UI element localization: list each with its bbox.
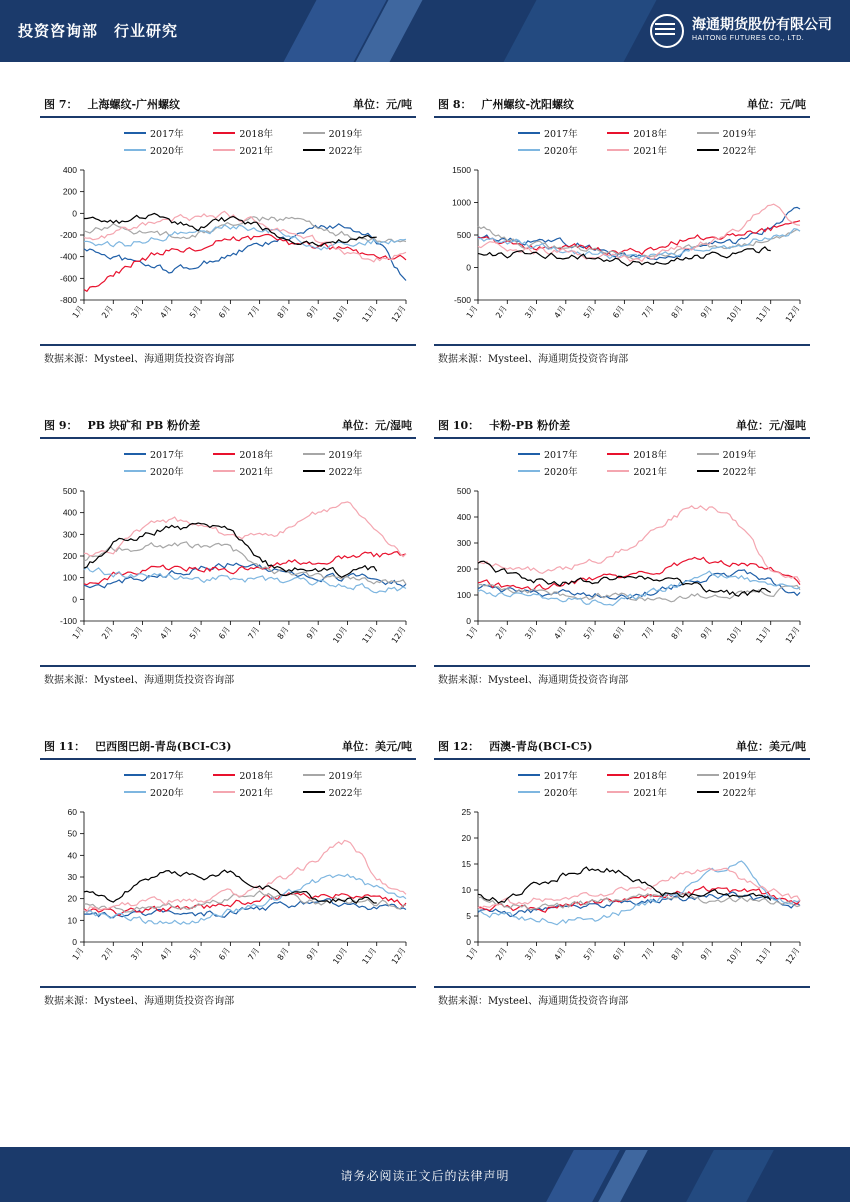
legend-label: 2019年 bbox=[722, 129, 757, 140]
series-line bbox=[84, 502, 406, 557]
svg-text:-800: -800 bbox=[59, 295, 77, 305]
legend-swatch bbox=[518, 774, 540, 777]
chart-canvas bbox=[40, 445, 416, 665]
legend-item bbox=[213, 785, 302, 799]
svg-text:10月: 10月 bbox=[725, 624, 744, 646]
figure-source: 数据来源：Mysteel、海通期货投资咨询部 bbox=[40, 344, 416, 365]
legend-item bbox=[303, 785, 392, 799]
figure-title: 西澳-青岛(BCI-C5) bbox=[489, 740, 593, 753]
svg-text:40: 40 bbox=[67, 850, 77, 861]
chart-canvas bbox=[40, 124, 416, 344]
legend-label: 2021年 bbox=[633, 146, 668, 157]
svg-text:300: 300 bbox=[62, 529, 77, 540]
legend-item bbox=[303, 447, 392, 461]
svg-text:200: 200 bbox=[62, 551, 77, 561]
legend-swatch bbox=[697, 132, 719, 135]
svg-text:8月: 8月 bbox=[275, 624, 291, 641]
legend-swatch bbox=[607, 470, 629, 473]
svg-text:4月: 4月 bbox=[158, 624, 174, 641]
chart-legend bbox=[124, 126, 392, 157]
figure-body bbox=[434, 118, 810, 344]
svg-text:400: 400 bbox=[456, 512, 471, 522]
series-line bbox=[478, 506, 800, 582]
svg-text:500: 500 bbox=[456, 230, 471, 240]
legend-item bbox=[697, 447, 786, 461]
series-line bbox=[478, 861, 800, 925]
legend-swatch bbox=[303, 774, 325, 777]
legend-item bbox=[518, 464, 607, 478]
legend-item bbox=[607, 447, 696, 461]
series-line bbox=[478, 221, 800, 255]
figure-source: 数据来源：Mysteel、海通期货投资咨询部 bbox=[434, 344, 810, 365]
figure-source: 数据来源：Mysteel、海通期货投资咨询部 bbox=[434, 665, 810, 686]
svg-text:2月: 2月 bbox=[100, 945, 115, 962]
legend-label: 2020年 bbox=[544, 788, 578, 799]
legend-item bbox=[697, 464, 786, 478]
series-line bbox=[84, 523, 377, 577]
figure-11 bbox=[40, 738, 416, 1007]
legend-swatch bbox=[518, 791, 540, 794]
figure-header bbox=[40, 417, 416, 439]
legend-swatch bbox=[697, 791, 719, 794]
svg-text:8月: 8月 bbox=[275, 303, 291, 320]
legend-swatch bbox=[303, 149, 325, 152]
svg-text:7月: 7月 bbox=[246, 303, 262, 320]
legend-label: 2021年 bbox=[239, 788, 274, 799]
svg-text:5月: 5月 bbox=[187, 303, 203, 320]
svg-text:4月: 4月 bbox=[158, 303, 174, 320]
legend-label: 2017年 bbox=[150, 129, 184, 140]
chart-legend bbox=[124, 768, 392, 799]
svg-text:2月: 2月 bbox=[494, 624, 509, 641]
figure-unit: 单位：元/湿吨 bbox=[735, 419, 806, 432]
svg-text:20: 20 bbox=[67, 893, 77, 904]
legend-swatch bbox=[213, 453, 235, 456]
figure-number: 图 7： bbox=[44, 98, 78, 111]
legend-item bbox=[124, 768, 213, 782]
figure-title: PB 块矿和 PB 粉价差 bbox=[87, 419, 201, 432]
series-line bbox=[478, 867, 771, 903]
figure-body bbox=[434, 760, 810, 986]
figure-9 bbox=[40, 417, 416, 686]
legend-item bbox=[303, 464, 392, 478]
figure-row bbox=[40, 738, 810, 1007]
svg-text:4月: 4月 bbox=[158, 945, 174, 962]
legend-swatch bbox=[303, 470, 325, 473]
legend-label: 2021年 bbox=[633, 467, 668, 478]
figure-number: 图 10： bbox=[438, 419, 480, 432]
svg-text:0: 0 bbox=[466, 937, 471, 947]
svg-text:500: 500 bbox=[62, 486, 77, 496]
svg-text:-600: -600 bbox=[59, 273, 77, 284]
legend-label: 2017年 bbox=[544, 129, 578, 140]
legend-swatch bbox=[697, 470, 719, 473]
svg-text:200: 200 bbox=[456, 564, 471, 574]
legend-item bbox=[213, 464, 302, 478]
svg-text:12月: 12月 bbox=[389, 303, 408, 325]
svg-text:30: 30 bbox=[67, 872, 77, 882]
svg-text:11月: 11月 bbox=[360, 945, 379, 967]
svg-text:100: 100 bbox=[456, 590, 471, 600]
legend-label: 2018年 bbox=[239, 450, 274, 461]
svg-text:-500: -500 bbox=[453, 295, 471, 305]
legend-label: 2017年 bbox=[150, 450, 184, 461]
svg-text:12月: 12月 bbox=[389, 624, 408, 646]
figure-unit: 单位：美元/吨 bbox=[735, 740, 806, 753]
legend-item bbox=[607, 143, 696, 157]
series-line bbox=[478, 893, 800, 910]
svg-text:7月: 7月 bbox=[246, 945, 262, 962]
svg-text:500: 500 bbox=[456, 486, 471, 496]
svg-text:-400: -400 bbox=[59, 251, 77, 262]
legend-label: 2017年 bbox=[544, 771, 578, 782]
svg-text:4月: 4月 bbox=[552, 303, 568, 320]
figure-title: 广州螺纹-沈阳螺纹 bbox=[481, 98, 575, 111]
svg-text:11月: 11月 bbox=[754, 303, 773, 325]
svg-text:10月: 10月 bbox=[331, 303, 350, 325]
figure-header bbox=[434, 96, 810, 118]
figure-title: 巴西图巴朗-青岛(BCI-C3) bbox=[95, 740, 232, 753]
legend-label: 2022年 bbox=[722, 146, 757, 157]
figure-8 bbox=[434, 96, 810, 365]
svg-text:9月: 9月 bbox=[698, 624, 714, 641]
figure-unit: 单位：元/湿吨 bbox=[341, 419, 412, 432]
legend-label: 2022年 bbox=[722, 788, 757, 799]
legend-label: 2020年 bbox=[150, 146, 184, 157]
legend-label: 2017年 bbox=[544, 450, 578, 461]
svg-text:5月: 5月 bbox=[187, 945, 203, 962]
figure-title: 上海螺纹-广州螺纹 bbox=[87, 98, 181, 111]
legend-label: 2018年 bbox=[633, 129, 668, 140]
svg-text:5月: 5月 bbox=[187, 624, 203, 641]
figure-unit: 单位：美元/吨 bbox=[341, 740, 412, 753]
svg-text:8月: 8月 bbox=[669, 624, 685, 641]
svg-text:1月: 1月 bbox=[70, 624, 86, 641]
legend-item bbox=[607, 464, 696, 478]
legend-item bbox=[518, 447, 607, 461]
legend-label: 2020年 bbox=[150, 467, 184, 478]
svg-text:12月: 12月 bbox=[783, 303, 802, 325]
svg-text:4月: 4月 bbox=[552, 624, 568, 641]
company-name-en: HAITONG FUTURES CO., LTD. bbox=[692, 35, 805, 42]
svg-text:200: 200 bbox=[62, 186, 77, 197]
legend-item bbox=[213, 447, 302, 461]
svg-text:5: 5 bbox=[466, 911, 471, 921]
svg-text:9月: 9月 bbox=[698, 945, 714, 962]
svg-text:11月: 11月 bbox=[754, 624, 773, 646]
legend-item bbox=[697, 143, 786, 157]
company-logo bbox=[650, 14, 832, 48]
svg-text:10月: 10月 bbox=[725, 303, 744, 325]
legend-label: 2019年 bbox=[722, 771, 757, 782]
svg-text:0: 0 bbox=[72, 594, 77, 605]
svg-text:9月: 9月 bbox=[304, 945, 320, 962]
legend-swatch bbox=[697, 774, 719, 777]
svg-text:6月: 6月 bbox=[217, 624, 233, 641]
chart-legend bbox=[518, 768, 786, 799]
legend-swatch bbox=[607, 453, 629, 456]
legend-swatch bbox=[697, 453, 719, 456]
svg-text:400: 400 bbox=[62, 507, 77, 518]
legend-item bbox=[124, 464, 213, 478]
svg-text:6月: 6月 bbox=[217, 303, 233, 320]
footer-disclaimer: 请务必阅读正文后的法律声明 bbox=[340, 1169, 510, 1183]
figure-unit: 单位：元/吨 bbox=[352, 98, 412, 111]
legend-item bbox=[697, 126, 786, 140]
svg-text:1000: 1000 bbox=[452, 197, 471, 208]
svg-text:11月: 11月 bbox=[754, 945, 773, 967]
svg-text:0: 0 bbox=[72, 937, 77, 947]
legend-swatch bbox=[213, 791, 235, 794]
svg-text:5月: 5月 bbox=[581, 945, 597, 962]
svg-text:10月: 10月 bbox=[331, 624, 350, 646]
chart-canvas bbox=[40, 766, 416, 986]
figure-number: 图 9： bbox=[44, 419, 78, 432]
legend-item bbox=[697, 785, 786, 799]
legend-label: 2020年 bbox=[544, 146, 578, 157]
svg-text:7月: 7月 bbox=[640, 624, 656, 641]
legend-swatch bbox=[518, 470, 540, 473]
svg-text:6月: 6月 bbox=[611, 945, 627, 962]
legend-swatch bbox=[607, 774, 629, 777]
legend-item bbox=[607, 785, 696, 799]
svg-text:5月: 5月 bbox=[581, 303, 597, 320]
svg-text:10: 10 bbox=[461, 885, 471, 895]
legend-label: 2020年 bbox=[544, 467, 578, 478]
legend-item bbox=[303, 126, 392, 140]
legend-swatch bbox=[124, 132, 146, 135]
svg-text:3月: 3月 bbox=[129, 303, 145, 320]
legend-swatch bbox=[124, 149, 146, 152]
legend-item bbox=[518, 126, 607, 140]
figure-body bbox=[40, 439, 416, 665]
figure-body bbox=[40, 760, 416, 986]
legend-swatch bbox=[124, 453, 146, 456]
series-line bbox=[478, 892, 800, 917]
page-header bbox=[0, 0, 850, 62]
legend-item bbox=[124, 126, 213, 140]
svg-text:3月: 3月 bbox=[129, 945, 145, 962]
legend-label: 2019年 bbox=[328, 771, 363, 782]
svg-text:2月: 2月 bbox=[100, 624, 115, 641]
figure-row bbox=[40, 417, 810, 686]
svg-text:10月: 10月 bbox=[331, 945, 350, 967]
page-footer bbox=[0, 1150, 850, 1202]
figure-12 bbox=[434, 738, 810, 1007]
svg-text:6月: 6月 bbox=[611, 303, 627, 320]
chart-canvas bbox=[434, 766, 810, 986]
legend-label: 2018年 bbox=[633, 450, 668, 461]
svg-text:0: 0 bbox=[72, 208, 77, 219]
svg-text:1月: 1月 bbox=[464, 945, 480, 962]
svg-text:1月: 1月 bbox=[70, 303, 86, 320]
figure-source: 数据来源：Mysteel、海通期货投资咨询部 bbox=[40, 665, 416, 686]
legend-item bbox=[518, 768, 607, 782]
globe-icon bbox=[650, 14, 684, 48]
company-name-cn: 海通期货股份有限公司 bbox=[692, 17, 832, 33]
figure-7 bbox=[40, 96, 416, 365]
legend-swatch bbox=[303, 132, 325, 135]
legend-swatch bbox=[213, 149, 235, 152]
svg-text:10月: 10月 bbox=[725, 945, 744, 967]
svg-text:1月: 1月 bbox=[464, 303, 480, 320]
legend-item bbox=[213, 126, 302, 140]
figure-row bbox=[40, 96, 810, 365]
header-title bbox=[18, 20, 178, 41]
chart-canvas bbox=[434, 124, 810, 344]
legend-swatch bbox=[607, 791, 629, 794]
legend-label: 2020年 bbox=[150, 788, 184, 799]
svg-text:7月: 7月 bbox=[640, 303, 656, 320]
figure-body bbox=[40, 118, 416, 344]
svg-text:3月: 3月 bbox=[523, 303, 539, 320]
svg-text:400: 400 bbox=[62, 165, 77, 175]
svg-text:2月: 2月 bbox=[494, 945, 509, 962]
svg-text:1月: 1月 bbox=[70, 945, 86, 962]
svg-text:300: 300 bbox=[456, 538, 471, 548]
svg-text:100: 100 bbox=[62, 572, 77, 583]
figure-number: 图 8： bbox=[438, 98, 472, 111]
figure-number: 图 12： bbox=[438, 740, 480, 753]
figure-unit: 单位：元/吨 bbox=[746, 98, 806, 111]
figure-body bbox=[434, 439, 810, 665]
legend-item bbox=[124, 785, 213, 799]
legend-label: 2021年 bbox=[239, 146, 274, 157]
svg-text:3月: 3月 bbox=[523, 945, 539, 962]
svg-text:1500: 1500 bbox=[452, 165, 471, 175]
svg-text:9月: 9月 bbox=[698, 303, 714, 320]
legend-label: 2022年 bbox=[328, 146, 363, 157]
legend-label: 2019年 bbox=[328, 450, 363, 461]
svg-text:5月: 5月 bbox=[581, 624, 597, 641]
svg-text:4月: 4月 bbox=[552, 945, 568, 962]
legend-swatch bbox=[124, 774, 146, 777]
legend-item bbox=[303, 143, 392, 157]
legend-label: 2018年 bbox=[239, 771, 274, 782]
svg-text:-200: -200 bbox=[59, 230, 77, 240]
svg-text:1月: 1月 bbox=[464, 624, 480, 641]
legend-label: 2021年 bbox=[239, 467, 274, 478]
legend-swatch bbox=[124, 791, 146, 794]
svg-text:25: 25 bbox=[461, 807, 471, 817]
svg-text:15: 15 bbox=[461, 859, 471, 869]
legend-label: 2022年 bbox=[722, 467, 757, 478]
legend-swatch bbox=[518, 149, 540, 152]
legend-item bbox=[518, 785, 607, 799]
legend-swatch bbox=[213, 132, 235, 135]
svg-text:12月: 12月 bbox=[389, 945, 408, 967]
legend-label: 2019年 bbox=[328, 129, 363, 140]
svg-text:20: 20 bbox=[461, 833, 471, 843]
legend-item bbox=[124, 143, 213, 157]
figure-10 bbox=[434, 417, 810, 686]
legend-swatch bbox=[303, 453, 325, 456]
legend-label: 2019年 bbox=[722, 450, 757, 461]
svg-text:0: 0 bbox=[466, 616, 471, 626]
legend-item bbox=[303, 768, 392, 782]
svg-text:0: 0 bbox=[466, 262, 471, 273]
svg-text:8月: 8月 bbox=[669, 303, 685, 320]
legend-swatch bbox=[607, 149, 629, 152]
legend-item bbox=[213, 768, 302, 782]
legend-item bbox=[213, 143, 302, 157]
svg-text:50: 50 bbox=[67, 828, 77, 839]
legend-swatch bbox=[213, 470, 235, 473]
header-dept: 投资咨询部 bbox=[18, 22, 99, 40]
svg-text:9月: 9月 bbox=[304, 624, 320, 641]
header-section: 行业研究 bbox=[114, 22, 179, 40]
svg-text:7月: 7月 bbox=[246, 624, 262, 641]
figure-header bbox=[40, 96, 416, 118]
svg-text:12月: 12月 bbox=[783, 624, 802, 646]
legend-item bbox=[607, 126, 696, 140]
svg-text:2月: 2月 bbox=[494, 303, 509, 320]
header-decoration-3 bbox=[504, 0, 657, 62]
svg-text:8月: 8月 bbox=[669, 945, 685, 962]
svg-text:8月: 8月 bbox=[275, 945, 291, 962]
legend-swatch bbox=[607, 132, 629, 135]
legend-label: 2022年 bbox=[328, 788, 363, 799]
legend-swatch bbox=[213, 774, 235, 777]
svg-text:11月: 11月 bbox=[360, 303, 379, 325]
legend-item bbox=[607, 768, 696, 782]
figure-header bbox=[434, 417, 810, 439]
chart-legend bbox=[124, 447, 392, 478]
figure-header bbox=[434, 738, 810, 760]
legend-label: 2018年 bbox=[633, 771, 668, 782]
legend-label: 2017年 bbox=[150, 771, 184, 782]
chart-legend bbox=[518, 126, 786, 157]
svg-text:3月: 3月 bbox=[129, 624, 145, 641]
legend-item bbox=[518, 143, 607, 157]
legend-item bbox=[697, 768, 786, 782]
legend-label: 2022年 bbox=[328, 467, 363, 478]
legend-swatch bbox=[518, 132, 540, 135]
legend-item bbox=[124, 447, 213, 461]
legend-label: 2018年 bbox=[239, 129, 274, 140]
svg-text:3月: 3月 bbox=[523, 624, 539, 641]
legend-label: 2021年 bbox=[633, 788, 668, 799]
chart-legend bbox=[518, 447, 786, 478]
figure-source: 数据来源：Mysteel、海通期货投资咨询部 bbox=[434, 986, 810, 1007]
svg-text:6月: 6月 bbox=[611, 624, 627, 641]
legend-swatch bbox=[124, 470, 146, 473]
legend-swatch bbox=[303, 791, 325, 794]
figure-grid bbox=[40, 96, 810, 1059]
svg-text:9月: 9月 bbox=[304, 303, 320, 320]
legend-swatch bbox=[518, 453, 540, 456]
figure-title: 卡粉-PB 粉价差 bbox=[489, 419, 571, 432]
svg-text:2月: 2月 bbox=[100, 303, 115, 320]
svg-text:6月: 6月 bbox=[217, 945, 233, 962]
legend-swatch bbox=[697, 149, 719, 152]
chart-canvas bbox=[434, 445, 810, 665]
svg-text:11月: 11月 bbox=[360, 624, 379, 646]
svg-text:10: 10 bbox=[67, 915, 77, 926]
svg-text:-100: -100 bbox=[59, 616, 77, 626]
svg-text:12月: 12月 bbox=[783, 945, 802, 967]
svg-text:60: 60 bbox=[67, 807, 77, 817]
svg-text:7月: 7月 bbox=[640, 945, 656, 962]
figure-header bbox=[40, 738, 416, 760]
figure-source: 数据来源：Mysteel、海通期货投资咨询部 bbox=[40, 986, 416, 1007]
figure-number: 图 11： bbox=[44, 740, 86, 753]
